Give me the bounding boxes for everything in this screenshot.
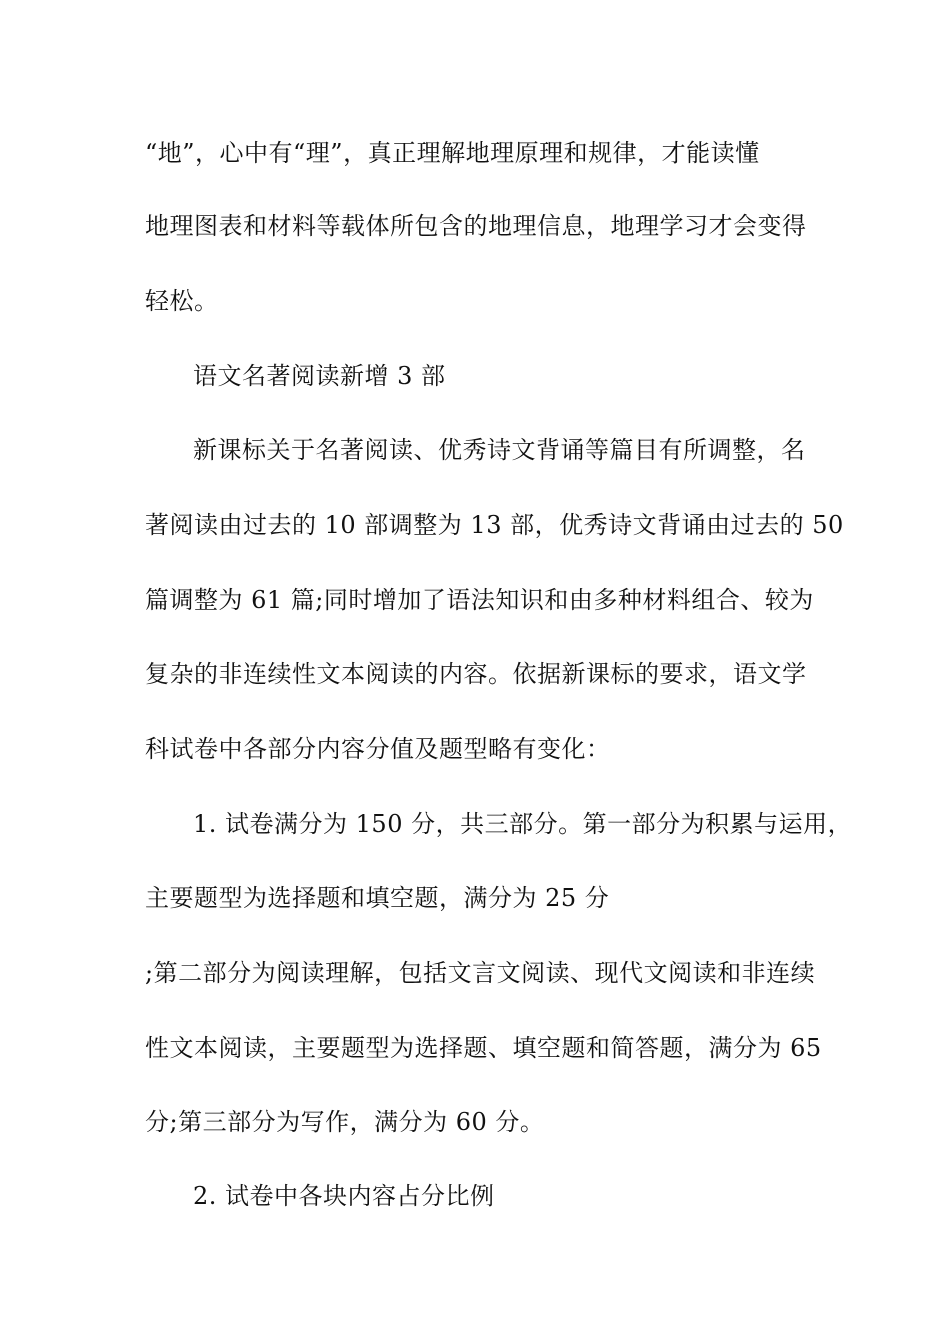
paragraph-line: 复杂的非连续性文本阅读的内容。依据新课标的要求，语文学 bbox=[145, 660, 807, 688]
paragraph-line: “地”，心中有“理”，真正理解地理原理和规律，才能读懂 bbox=[145, 139, 760, 167]
list-item-1: 1. 试卷满分为 150 分，共三部分。第一部分为积累与运用， bbox=[193, 810, 853, 838]
paragraph-line: 轻松。 bbox=[145, 287, 219, 315]
paragraph-line: 篇调整为 61 篇;同时增加了语法知识和由多种材料组合、较为 bbox=[145, 586, 814, 614]
paragraph-line: 主要题型为选择题和填空题，满分为 25 分 bbox=[145, 884, 610, 912]
paragraph-line: 分;第三部分为写作，满分为 60 分。 bbox=[145, 1108, 545, 1136]
paragraph-line: 著阅读由过去的 10 部调整为 13 部，优秀诗文背诵由过去的 50 bbox=[145, 511, 844, 539]
paragraph-line: ;第二部分为阅读理解，包括文言文阅读、现代文阅读和非连续 bbox=[145, 959, 816, 987]
paragraph-line: 新课标关于名著阅读、优秀诗文背诵等篇目有所调整，名 bbox=[193, 436, 806, 464]
list-item-2: 2. 试卷中各块内容占分比例 bbox=[193, 1182, 495, 1210]
paragraph-line: 科试卷中各部分内容分值及题型略有变化： bbox=[145, 735, 611, 763]
paragraph-line: 地理图表和材料等载体所包含的地理信息，地理学习才会变得 bbox=[145, 212, 807, 240]
paragraph-line: 性文本阅读，主要题型为选择题、填空题和简答题，满分为 65 bbox=[145, 1034, 822, 1062]
section-heading: 语文名著阅读新增 3 部 bbox=[193, 362, 446, 390]
